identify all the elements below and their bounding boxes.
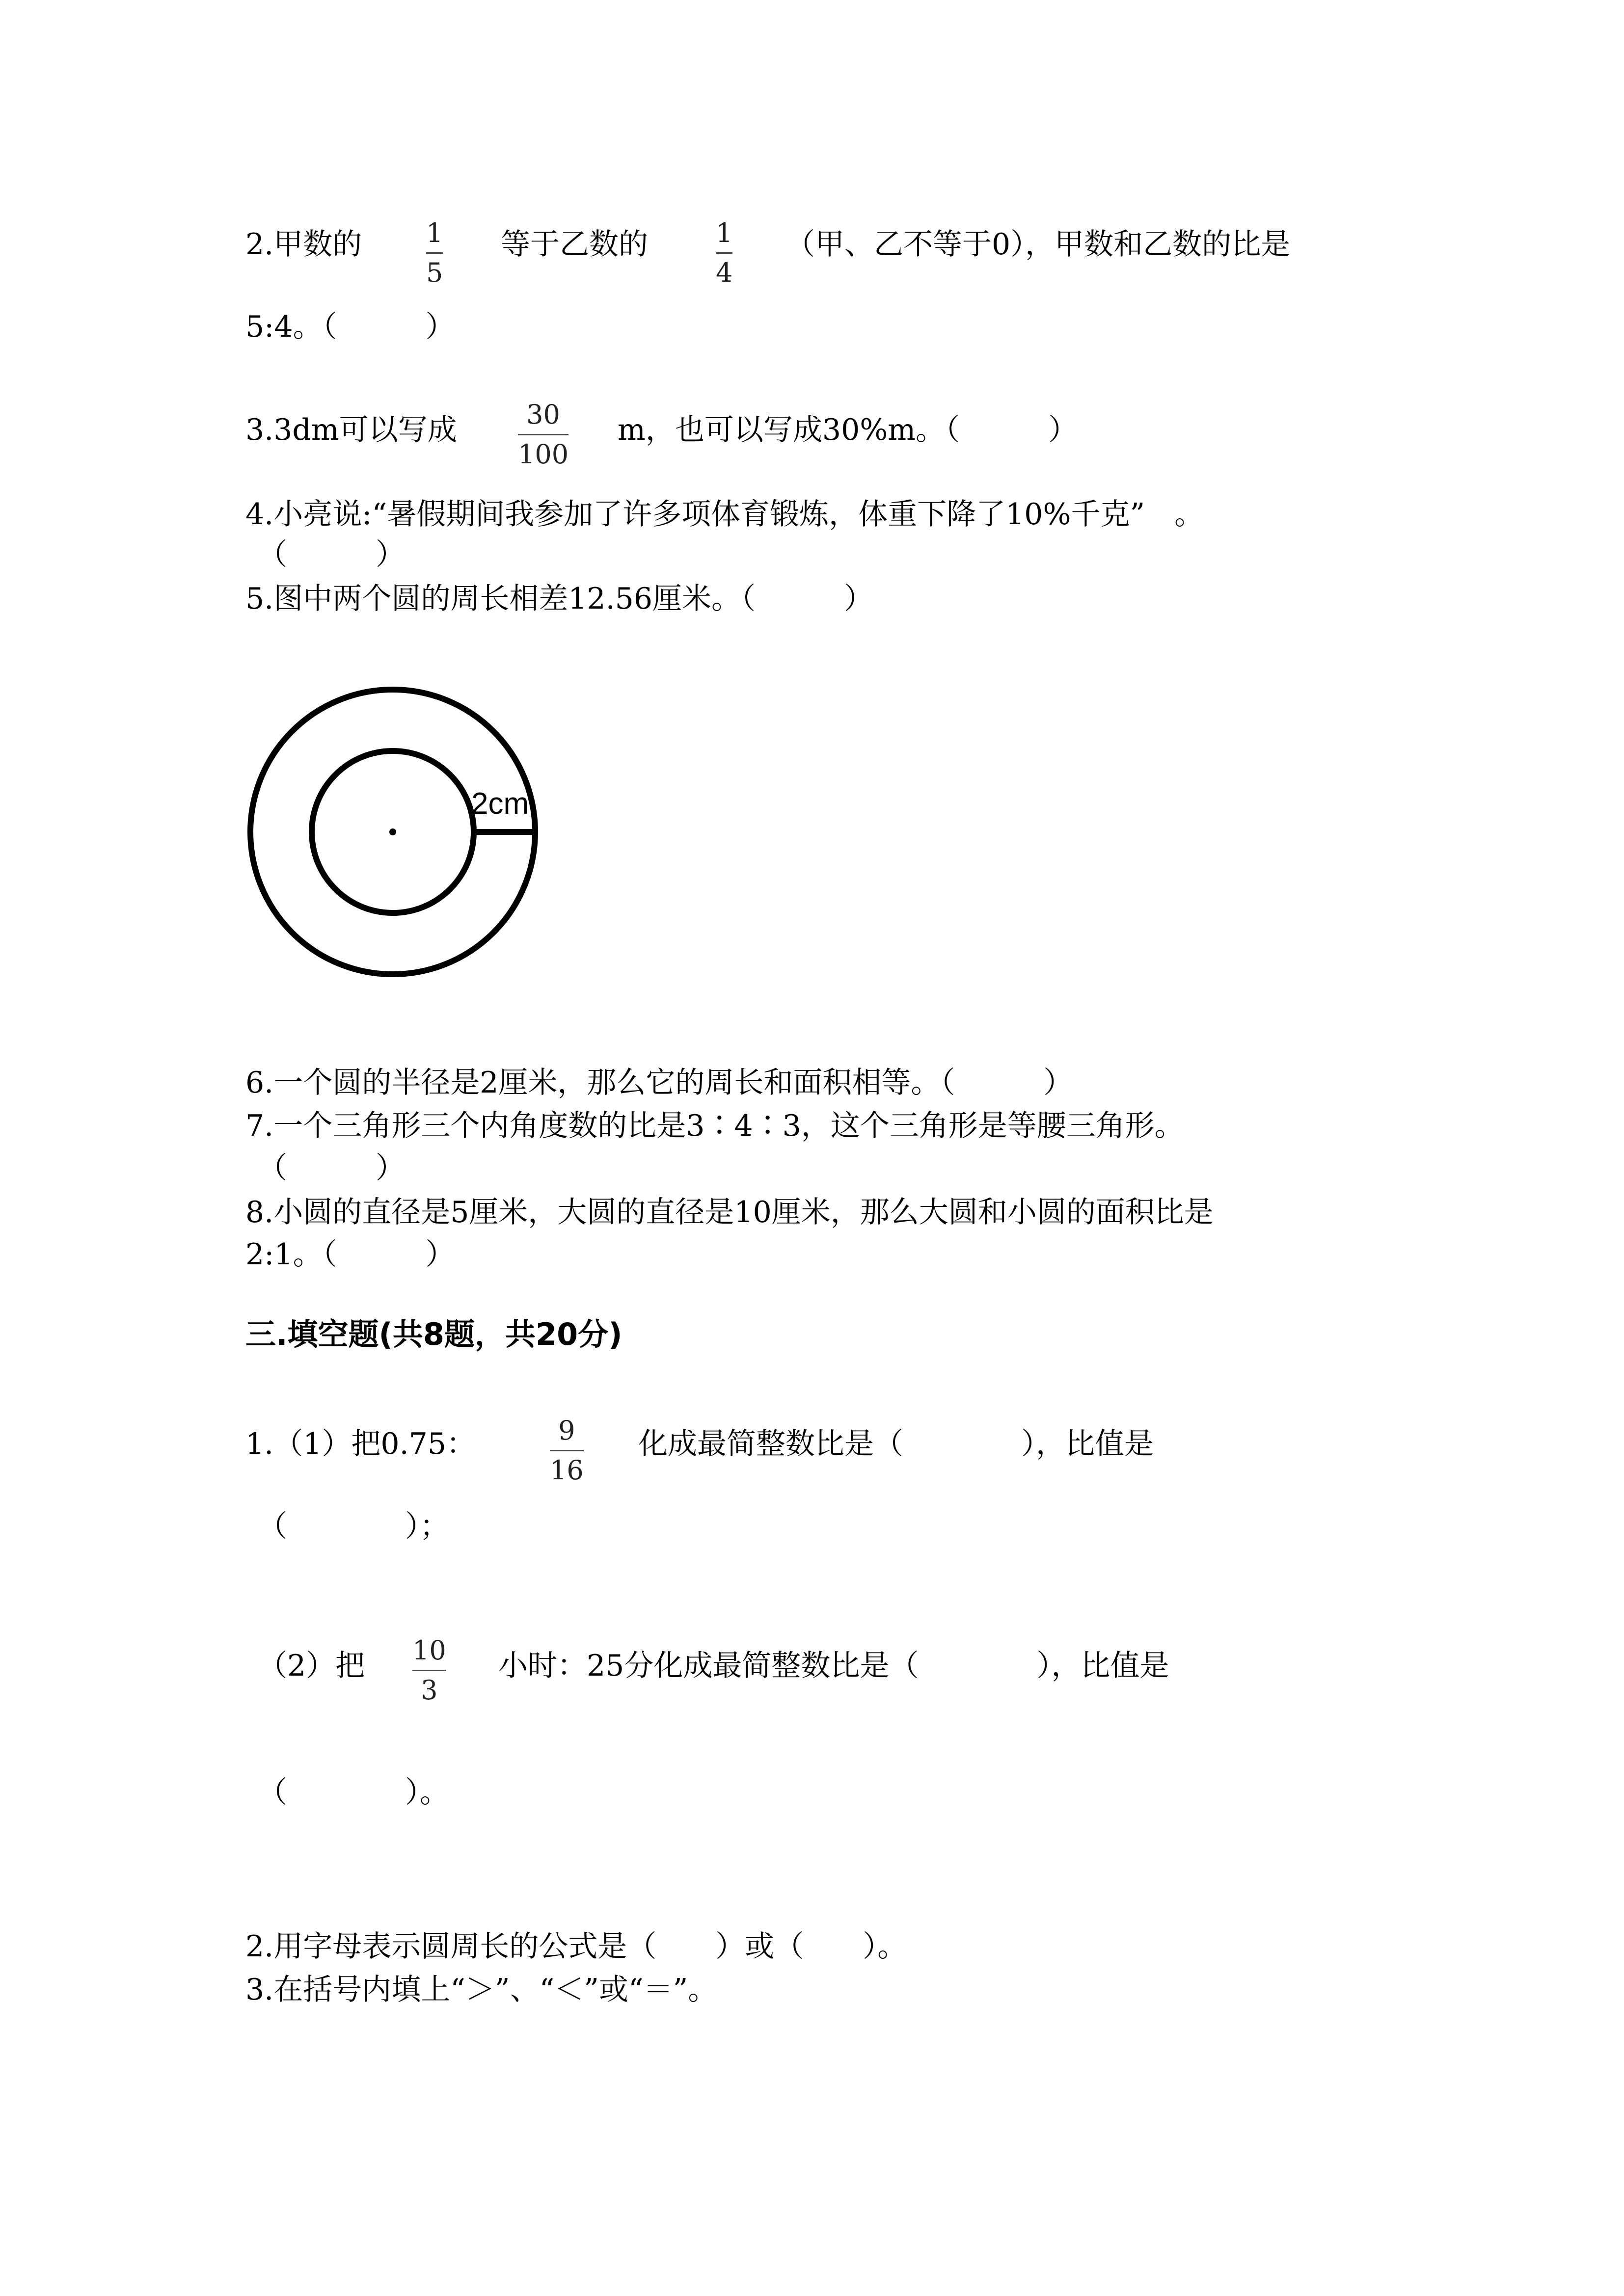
q8-text-line1: 8.小圆的直径是5厘米，大圆的直径是10厘米，那么大圆和小圆的面积比是 (245, 1195, 1214, 1229)
q3-fraction-numerator: 30 (526, 399, 560, 430)
q3-fraction (518, 401, 568, 468)
fraction-bar (426, 252, 443, 254)
q2-fraction-1-numerator: 1 (426, 217, 443, 248)
fill1b-fraction (412, 1637, 446, 1704)
q3-text-pre: 3.3dm可以写成 (245, 413, 457, 447)
q3-text-post: m，也可以写成30%m。（ ） (618, 413, 1078, 447)
q2-text-line2: 5:4。（ ） (245, 310, 455, 344)
q7-text-line2: （ ） (258, 1151, 405, 1185)
fill1-text-line2: （ ）； (258, 1509, 449, 1544)
fill1b-text-pre: （2）把 (258, 1649, 365, 1683)
center-dot (389, 828, 396, 835)
q2-text-pre: 2.甲数的 (245, 227, 362, 262)
q2-fraction-2 (716, 217, 733, 288)
q7-text-line1: 7.一个三角形三个内角度数的比是3∶4∶3，这个三角形是等腰三角形。 (245, 1109, 1184, 1143)
q4-text-line2: （ ） (258, 537, 405, 572)
fill1-text-pre: 1.（1）把0.75： (245, 1427, 476, 1461)
fill3-text: 3.在括号内填上“＞”、“＜”或“＝”。 (245, 1973, 718, 2007)
fraction-bar (412, 1670, 446, 1671)
q2-fraction-1 (426, 217, 443, 288)
fraction-bar (716, 252, 732, 254)
q5-text: 5.图中两个圆的周长相差12.56厘米。（ ） (245, 582, 874, 616)
q2-fraction-1-denominator: 5 (426, 257, 443, 288)
fraction-bar (518, 434, 568, 435)
fill1-fraction-numerator: 9 (558, 1415, 575, 1446)
q2-fraction-2-denominator: 4 (716, 257, 733, 288)
q2-text-post: （甲、乙不等于0），甲数和乙数的比是 (785, 227, 1291, 262)
fill1-text-post: 化成最简整数比是（ ），比值是 (638, 1427, 1154, 1461)
q8-text-line2: 2:1。（ ） (245, 1237, 455, 1272)
gap-label-2cm: 2cm (471, 787, 529, 821)
q2-text-mid: 等于乙数的 (501, 227, 648, 262)
fill1b-fraction-numerator: 10 (412, 1635, 446, 1666)
q6-text: 6.一个圆的半径是2厘米，那么它的周长和面积相等。（ ） (245, 1066, 1073, 1100)
fill1b-text-post: 小时：25分化成最简整数比是（ ），比值是 (498, 1649, 1169, 1683)
section-3-title: 三.填空题(共8题，共20分) (245, 1316, 623, 1352)
fill1-fraction (550, 1417, 584, 1484)
concentric-circles-figure (241, 682, 545, 987)
fill1b-fraction-denominator: 3 (421, 1675, 438, 1706)
fill1-fraction-denominator: 16 (550, 1455, 584, 1486)
q2-fraction-2-numerator: 1 (716, 217, 733, 248)
fill2-text: 2.用字母表示圆周长的公式是（ ）或（ ）。 (245, 1929, 907, 1964)
q3-fraction-denominator: 100 (518, 439, 569, 470)
fill1b-text-line2: （ ）。 (258, 1775, 449, 1810)
fraction-bar (550, 1450, 584, 1451)
q4-text-line1: 4.小亮说:“暑假期间我参加了许多项体育锻炼，体重下降了10%千克” 。 (245, 497, 1204, 532)
